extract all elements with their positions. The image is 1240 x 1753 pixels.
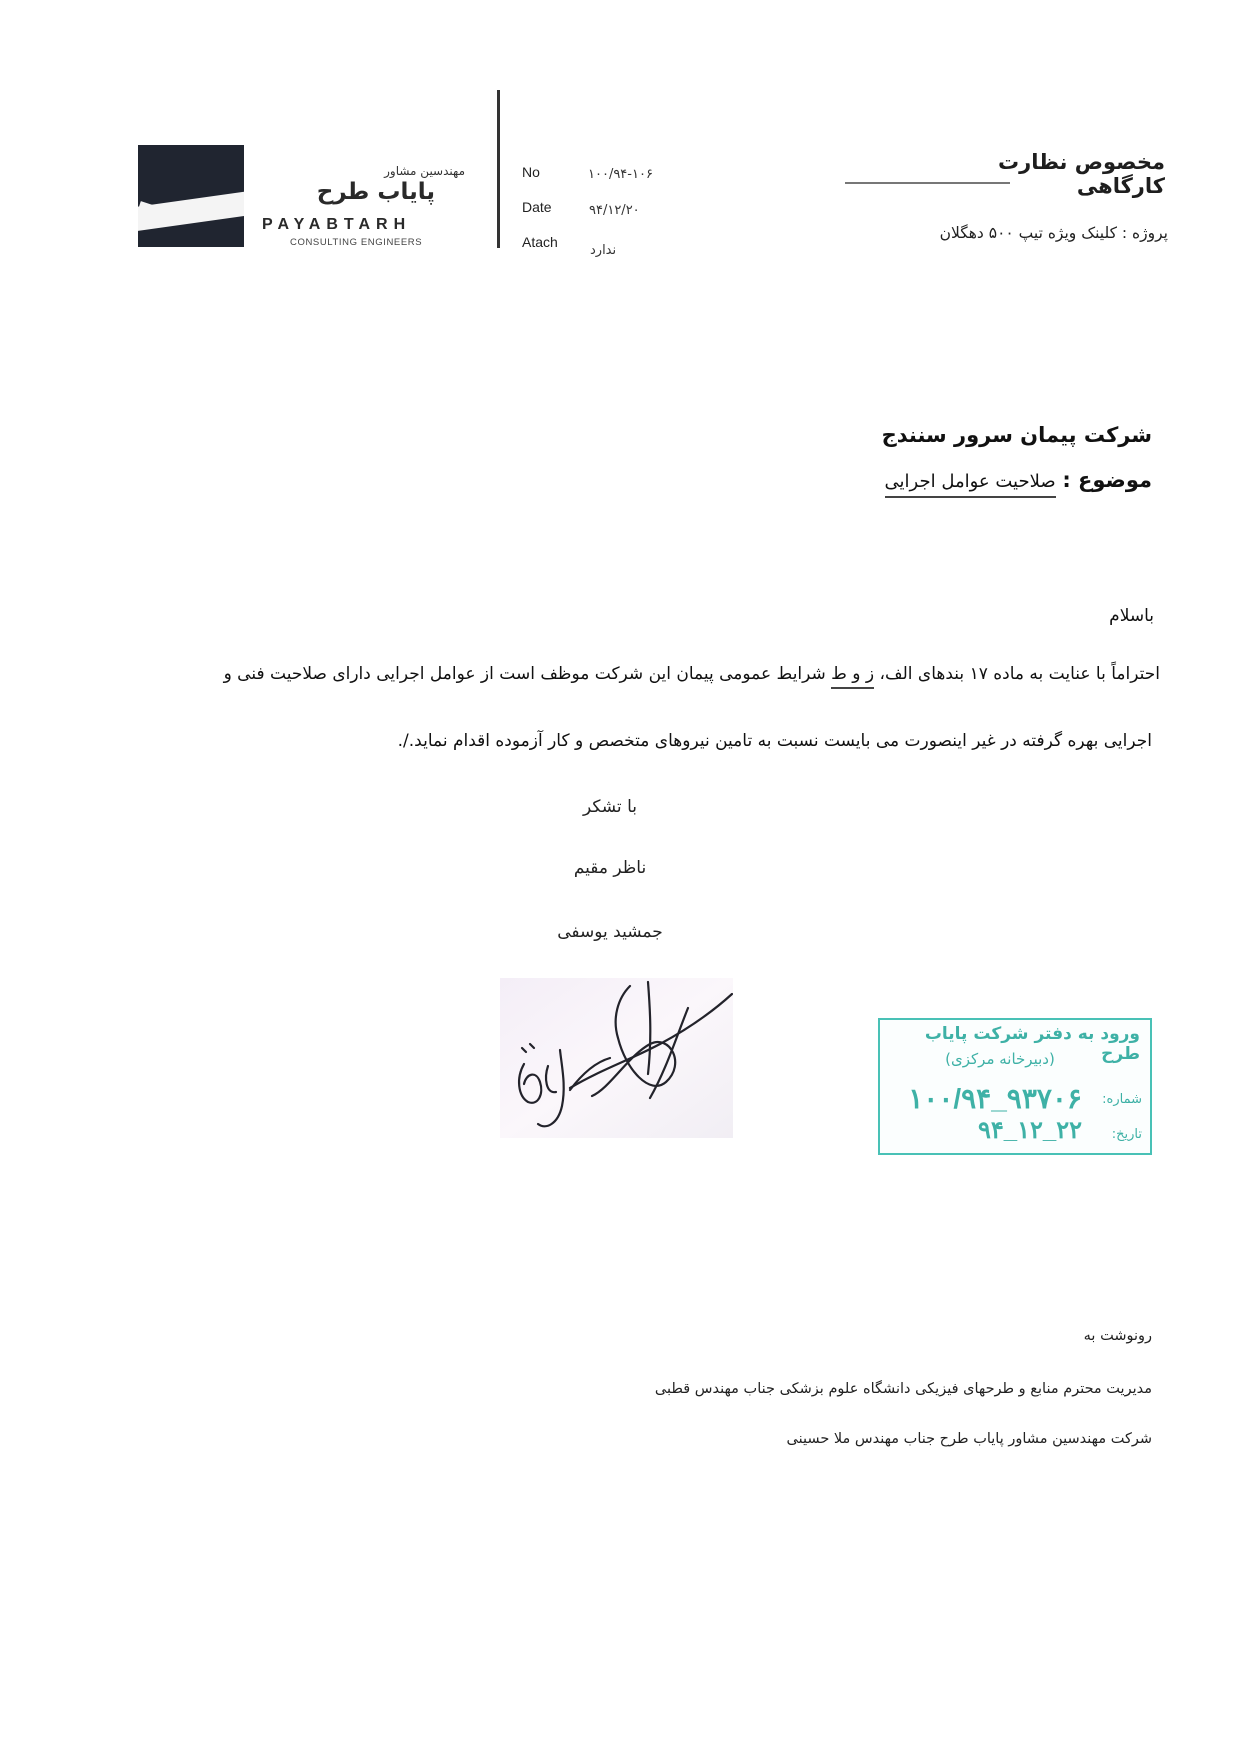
number-label: No: [522, 164, 540, 180]
date-label: Date: [522, 199, 552, 215]
body-line-1-start: احتراماً با عنایت به ماده ۱۷ بندهای الف،: [874, 664, 1160, 684]
project-line: پروژه : کلینک ویژه تیپ ۵۰۰ دهگلان: [939, 224, 1168, 242]
recipient: شرکت پیمان سرور سنندج: [881, 423, 1152, 447]
stamp-number: ۱۰۰/۹۴_۹۳۷۰۶: [908, 1083, 1082, 1114]
cc-recipient-2: شرکت مهندسین مشاور پایاب طرح جناب مهندس ملا حسینی: [786, 1431, 1152, 1447]
letter-date: ۹۴/۱۲/۲۰: [589, 203, 640, 218]
stamp-date: ۹۴_۱۲_۲۲: [977, 1117, 1082, 1144]
body-paragraph-line-1: [100, 664, 1160, 684]
greeting: باسلام: [1109, 606, 1154, 626]
handwritten-signature: [500, 978, 733, 1138]
registration-stamp: [878, 1018, 1152, 1155]
subject-label: موضوع :: [1062, 468, 1152, 492]
header-divider: [497, 90, 500, 248]
subject-row: [752, 468, 1152, 492]
stamp-subtitle: (دبیرخانه مرکزی): [945, 1050, 1055, 1068]
cc-title: رونوشت به: [1083, 1328, 1152, 1344]
stamp-number-label: شماره:: [1102, 1092, 1142, 1107]
firm-tagline: CONSULTING ENGINEERS: [290, 237, 423, 248]
closing-name: جمشید یوسفی: [557, 922, 663, 942]
body-paragraph-line-2: اجرایی بهره گرفته در غیر اینصورت می بایست نسبت به تامین نیروهای متخصص و کار آزموده اقدام نماید./.: [397, 731, 1152, 751]
closing-role: ناظر مقیم: [573, 858, 647, 878]
title-underline: [845, 182, 1010, 184]
letter-number: ۱۰۰/۹۴-۱۰۶: [588, 167, 653, 182]
special-title: مخصوص نظارت کارگاهی: [998, 150, 1165, 198]
body-line-1-underlined: ز و ط: [831, 664, 874, 689]
stamp-date-label: تاریخ:: [1111, 1127, 1142, 1142]
attachment-label: Atach: [522, 234, 558, 250]
firm-name-latin: PAYABTARH: [262, 216, 412, 233]
cc-recipient-1: مدیریت محترم منابع و طرحهای فیزیکی دانشگاه علوم بزشکی جناب مهندس قطبی: [654, 1381, 1152, 1397]
firm-small-title: مهندسین مشاور: [384, 164, 465, 178]
attachment-value: ندارد: [590, 243, 617, 258]
closing-thanks: با تشکر: [583, 797, 637, 817]
body-line-1-end: شرایط عمومی پیمان این شرکت موظف است از عوامل اجرایی دارای صلاحیت فنی و: [223, 664, 832, 684]
stamp-title: ورود به دفتر شرکت پایاب طرح: [924, 1024, 1140, 1064]
firm-logo: [138, 145, 244, 247]
subject-value: صلاحیت عوامل اجرایی: [885, 471, 1056, 498]
firm-name-persian: پایاب طرح: [316, 179, 435, 205]
